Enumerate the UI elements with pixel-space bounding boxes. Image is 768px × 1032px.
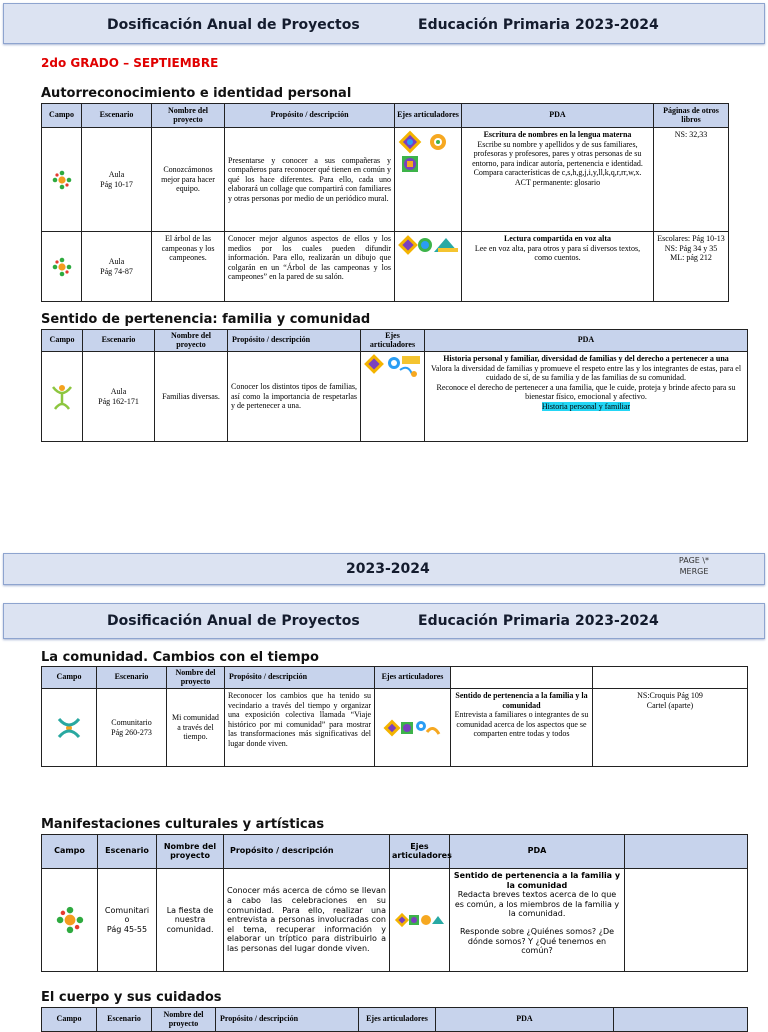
campo-cell (42, 232, 82, 302)
section-title: El cuerpo y sus cuidados (41, 990, 222, 1005)
paginas-cell: Escolares: Pág 10-13 NS: Pág 34 y 35 ML: pág 212 (654, 232, 729, 302)
table-header-row (42, 835, 748, 869)
col-proposito: Propósito / descripción (225, 104, 395, 128)
pda-cell (425, 352, 748, 442)
col-proposito: Propósito / descripción (216, 1008, 359, 1032)
col-escenario: Escenario (83, 330, 155, 352)
campo-cell (42, 869, 98, 972)
separator-year: 2023-2024 (346, 561, 430, 577)
page-header (3, 3, 765, 44)
proposito-cell: Conocer mejor algunos aspectos de ellos y los medios por los cuales pueden difundir información. Para ello, realizarán un dibujo que colgarán en un “Árbol de las campeonas y los campeones” en la pared de su salón. (225, 232, 395, 302)
col-proyecto: Nombre del proyecto (157, 835, 224, 869)
proyecto-cell: Mi comunidad a través del tiempo. (167, 689, 225, 767)
pda-cell (450, 869, 625, 972)
campo-cell (42, 352, 83, 442)
header-year: 2023-2024 (575, 17, 659, 33)
ejes-cell (361, 352, 425, 442)
section-title: Sentido de pertenencia: familia y comunidad (41, 312, 371, 327)
col-paginas: Páginas de otros libros (654, 104, 729, 128)
ejes-cell (390, 869, 450, 972)
escenario-cell: Aula Pág 162-171 (83, 352, 155, 442)
projects-table (41, 666, 748, 767)
col-ejes: Ejes articuladores (359, 1008, 436, 1032)
projects-table (41, 329, 748, 442)
section-title: La comunidad. Cambios con el tiempo (41, 650, 319, 665)
col-pda: PDA (436, 1008, 614, 1032)
campo-flower-icon (45, 255, 78, 279)
escenario-cell: Comunitario Pág 260-273 (97, 689, 167, 767)
col-proyecto: Nombre del proyecto (155, 330, 228, 352)
campo-flower-icon (45, 903, 94, 937)
col-pda: PDA (462, 104, 654, 128)
col-campo: Campo (42, 330, 83, 352)
pda-body: Responde sobre ¿Quiénes somos? ¿De dónde somos? Y ¿Qué tenemos en común? (459, 926, 615, 956)
pda-body: Redacta breves textos acerca de lo que es común, a los miembros de la familia y la comunidad. (454, 890, 620, 919)
ejes-cell (395, 232, 462, 302)
ejes-articuladores-icons (364, 354, 421, 381)
col-proyecto: Nombre del proyecto (152, 104, 225, 128)
col-campo: Campo (42, 104, 82, 128)
col-escenario: Escenario (97, 667, 167, 689)
page-separator (3, 553, 765, 585)
col-proposito: Propósito / descripción (225, 667, 375, 689)
table-row (42, 352, 748, 442)
proposito-cell: Presentarse y conocer a sus compañeras y compañeros para reconocer qué tienen en común y qué los hace diferentes. Para ello, cada uno elaborará un collage que compartirá con familiares y otras personas por medio de un periódico mural. (225, 128, 395, 232)
header-title: Dosificación Anual de Proyectos (107, 17, 360, 33)
escenario-cell: Aula Pág 10-17 (82, 128, 152, 232)
ejes-articuladores-icons (378, 718, 447, 738)
campo-flower-icon (45, 168, 78, 192)
pda-title: Sentido de pertenencia a la familia y la comunidad (453, 871, 621, 890)
projects-table (41, 834, 748, 972)
section-title: Autorreconocimiento e identidad personal (41, 86, 352, 101)
proposito-cell: Conocer los distintos tipos de familias, así como la importancia de respetarlas y de pertenecer a una. (228, 352, 361, 442)
pda-body: Valora la diversidad de familias y promueve el respeto entre las y los integrantes de estas, para el cuidado de sí, de su familia y de las familias de su comunidad. (430, 363, 742, 383)
pda-body: Entrevista a familiares o integrantes de su comunidad acerca de los aspectos que se comparten entre todas y todos (454, 710, 589, 739)
table-row (42, 689, 748, 767)
pda-cell (462, 232, 654, 302)
pda-body: Escribe su nombre y apellidos y de sus familiares, profesoras y profesores, pares y otras personas de su entorno, para indicar autoría, pertenencia e identidad. Compara características de c,s,h,g,j,i,y,ll,k,q,r,rr,w,x. ACT permanente: glosario (472, 139, 643, 187)
ejes-articuladores-icons (398, 130, 458, 179)
page-header (3, 603, 765, 639)
col-campo: Campo (42, 1008, 97, 1032)
col-empty (451, 667, 593, 689)
col-empty (614, 1008, 748, 1032)
table-header-row (42, 1008, 748, 1032)
table-row (42, 232, 729, 302)
highlighted-text: Historia personal y familiar (541, 401, 631, 411)
projects-table (41, 103, 729, 302)
col-ejes: Ejes articuladores (361, 330, 425, 352)
pda-body: Lee en voz alta, para otros y para sí diversos textos, como cuentos. (474, 243, 641, 263)
empty-cell (625, 869, 748, 972)
col-ejes: Ejes articuladores (375, 667, 451, 689)
col-proyecto: Nombre del proyecto (152, 1008, 216, 1032)
table-header-row (42, 667, 748, 689)
pda-title: Escritura de nombres en la lengua materna (483, 130, 632, 139)
ejes-articuladores-icons (398, 234, 458, 259)
table-header-row (42, 330, 748, 352)
table-row (42, 128, 729, 232)
projects-table (41, 1007, 748, 1032)
campo-cell (42, 689, 97, 767)
paginas-cell: NS: 32,33 (654, 128, 729, 232)
header-title: Dosificación Anual de Proyectos (107, 613, 360, 629)
table-row (42, 869, 748, 972)
col-ejes: Ejes articuladores (390, 835, 450, 869)
header-year: 2023-2024 (575, 613, 659, 629)
campo-people-icon (45, 715, 93, 741)
col-empty (625, 835, 748, 869)
ejes-articuladores-icons (393, 912, 446, 928)
proposito-cell: Reconocer los cambios que ha tenido su vecindario a través del tiempo y organizar una exposición colectiva llamada “Viaje histórico por mi comunidad” para mostrar las transformaciones más significativas del lugar donde viven. (225, 689, 375, 767)
col-escenario: Escenario (82, 104, 152, 128)
grade-label: 2do GRADO – SEPTIEMBRE (41, 56, 219, 70)
proyecto-cell: La fiesta de nuestra comunidad. (157, 869, 224, 972)
paginas-cell: NS:Croquis Pág 109 Cartel (aparte) (593, 689, 748, 767)
campo-cell (42, 128, 82, 232)
page-field-code: PAGE \* MERGE (678, 556, 710, 576)
col-campo: Campo (42, 667, 97, 689)
col-proposito: Propósito / descripción (228, 330, 361, 352)
pda-cell (462, 128, 654, 232)
col-proyecto: Nombre del proyecto (167, 667, 225, 689)
col-ejes: Ejes articuladores (395, 104, 462, 128)
proyecto-cell: Conozcámonos mejor para hacer equipo. (152, 128, 225, 232)
ejes-cell (395, 128, 462, 232)
pda-body: Reconoce el derecho de pertenecer a una familia, que le cuide, proteja y brinde afecto para su bienestar físico, emocional y afectivo. (436, 382, 736, 402)
proposito-cell: Conocer más acerca de cómo se llevan a cabo las celebraciones en su comunidad. Para ello, realizar una entrevista a personas involucradas con el tema, recuperar información y elaborar un tríptico para distribuirlo a las personas del lugar donde viven. (224, 869, 390, 972)
campo-figure-icon (45, 383, 79, 411)
escenario-cell: Comunitari o Pág 45-55 (98, 869, 157, 972)
ejes-cell (375, 689, 451, 767)
col-proposito: Propósito / descripción (224, 835, 390, 869)
proyecto-cell: Familias diversas. (155, 352, 228, 442)
col-campo: Campo (42, 835, 98, 869)
col-empty (593, 667, 748, 689)
pda-cell (451, 689, 593, 767)
header-level: Educación Primaria (418, 613, 571, 629)
header-level: Educación Primaria (418, 17, 571, 33)
col-escenario: Escenario (98, 835, 157, 869)
col-escenario: Escenario (97, 1008, 152, 1032)
proyecto-cell: El árbol de las campeonas y los campeones. (152, 232, 225, 302)
pda-title: Historia personal y familiar, diversidad de familias y del derecho a pertenecer a una (443, 354, 729, 363)
section-title: Manifestaciones culturales y artísticas (41, 817, 325, 832)
escenario-cell: Aula Pág 74-87 (82, 232, 152, 302)
col-pda: PDA (450, 835, 625, 869)
pda-title: Sentido de pertenencia a la familia y la comunidad (455, 691, 588, 710)
table-header-row (42, 104, 729, 128)
pda-title: Lectura compartida en voz alta (503, 234, 612, 243)
col-pda: PDA (425, 330, 748, 352)
